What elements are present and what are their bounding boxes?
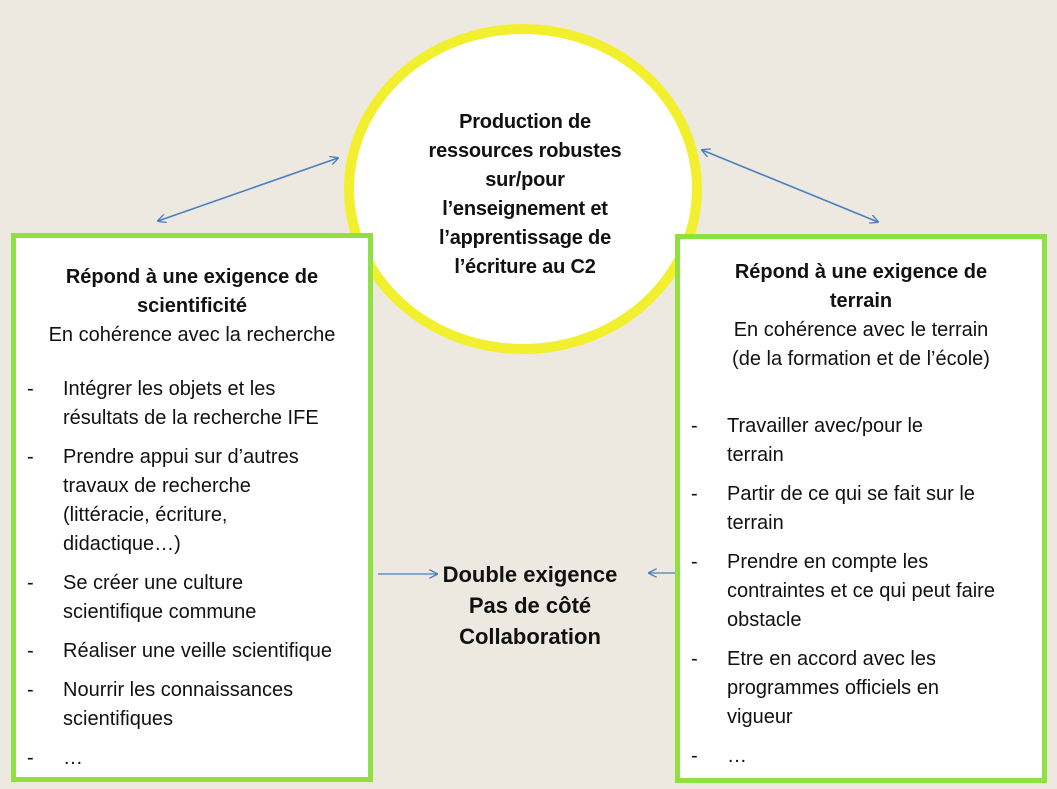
item-line: Prendre appui sur d’autres [63, 446, 299, 468]
list-item [27, 637, 368, 666]
item-line: Nourrir les connaissances [63, 679, 294, 701]
ellipse-line: ressources robustes [428, 140, 622, 162]
ellipse-line: l’apprentissage de [438, 227, 611, 249]
dash-bullet: - [27, 679, 34, 701]
item-line: Réaliser une veille scientifique [63, 640, 333, 662]
dash-bullet: - [691, 483, 698, 505]
list-item [27, 676, 368, 734]
item-line: résultats de la recherche IFE [63, 407, 319, 429]
dash-bullet: - [27, 640, 34, 662]
box-title-line: Répond à une exigence de [734, 261, 988, 283]
ellipse-line: l’enseignement et [442, 198, 608, 220]
ellipse-line: sur/pour [485, 169, 565, 191]
item-line: Se créer une culture [63, 572, 244, 594]
dash-bullet: - [691, 415, 698, 437]
ellipse-line: Production de [459, 111, 591, 133]
ellipse-text [398, 108, 652, 282]
box-title-line: terrain [829, 290, 893, 312]
item-line: Partir de ce qui se fait sur le [727, 483, 975, 505]
list-item [691, 742, 1042, 771]
arrow-left-ellipse [158, 158, 338, 221]
item-line: Travailler avec/pour le [727, 415, 924, 437]
box-subtitle [680, 316, 1042, 374]
item-line: didactique…) [63, 533, 181, 555]
list-item [691, 548, 1042, 635]
list-item [691, 480, 1042, 538]
dash-bullet: - [27, 572, 34, 594]
item-line: Etre en accord avec les [727, 648, 936, 670]
box-subtitle [16, 321, 368, 350]
box-title-line: scientificité [136, 295, 248, 317]
item-line: vigueur [727, 706, 793, 728]
item-line: obstacle [727, 609, 802, 631]
dash-bullet: - [691, 551, 698, 573]
item-line: programmes officiels en [727, 677, 939, 699]
item-line: Intégrer les objets et les [63, 378, 276, 400]
item-line: Prendre en compte les [727, 551, 929, 573]
box-title [680, 258, 1042, 316]
box-subtitle-line: En cohérence avec le terrain [733, 319, 989, 341]
list-item [27, 375, 368, 433]
box-title-line: Répond à une exigence de [65, 266, 319, 288]
center-line: Pas de côté [468, 593, 592, 618]
item-line: terrain [727, 512, 784, 534]
list-item [27, 443, 368, 559]
dash-bullet: - [27, 747, 34, 769]
item-line: (littéracie, écriture, [63, 504, 228, 526]
item-line: … [727, 745, 747, 767]
center-label [420, 559, 640, 652]
dash-bullet: - [27, 378, 34, 400]
scientificity-box [11, 233, 373, 782]
item-list [16, 375, 368, 773]
arrow-ellipse-right [702, 150, 878, 222]
box-subtitle-line: En cohérence avec la recherche [48, 324, 336, 346]
list-item [691, 412, 1042, 470]
item-line: scientifique commune [63, 601, 257, 623]
box-subtitle-line: (de la formation et de l’école) [732, 348, 990, 370]
field-box [675, 234, 1047, 783]
item-line: scientifiques [63, 708, 174, 730]
item-line: terrain [727, 444, 784, 466]
item-line: … [63, 747, 83, 769]
item-line: travaux de recherche [63, 475, 251, 497]
dash-bullet: - [691, 648, 698, 670]
item-line: contraintes et ce qui peut faire [727, 580, 995, 602]
box-title [16, 263, 368, 321]
dash-bullet: - [691, 745, 698, 767]
ellipse-line: l’écriture au C2 [454, 256, 596, 278]
list-item [691, 645, 1042, 732]
center-line: Double exigence [442, 562, 618, 587]
center-line: Collaboration [459, 624, 601, 649]
list-item [27, 744, 368, 773]
list-item [27, 569, 368, 627]
dash-bullet: - [27, 446, 34, 468]
item-list [680, 412, 1042, 771]
